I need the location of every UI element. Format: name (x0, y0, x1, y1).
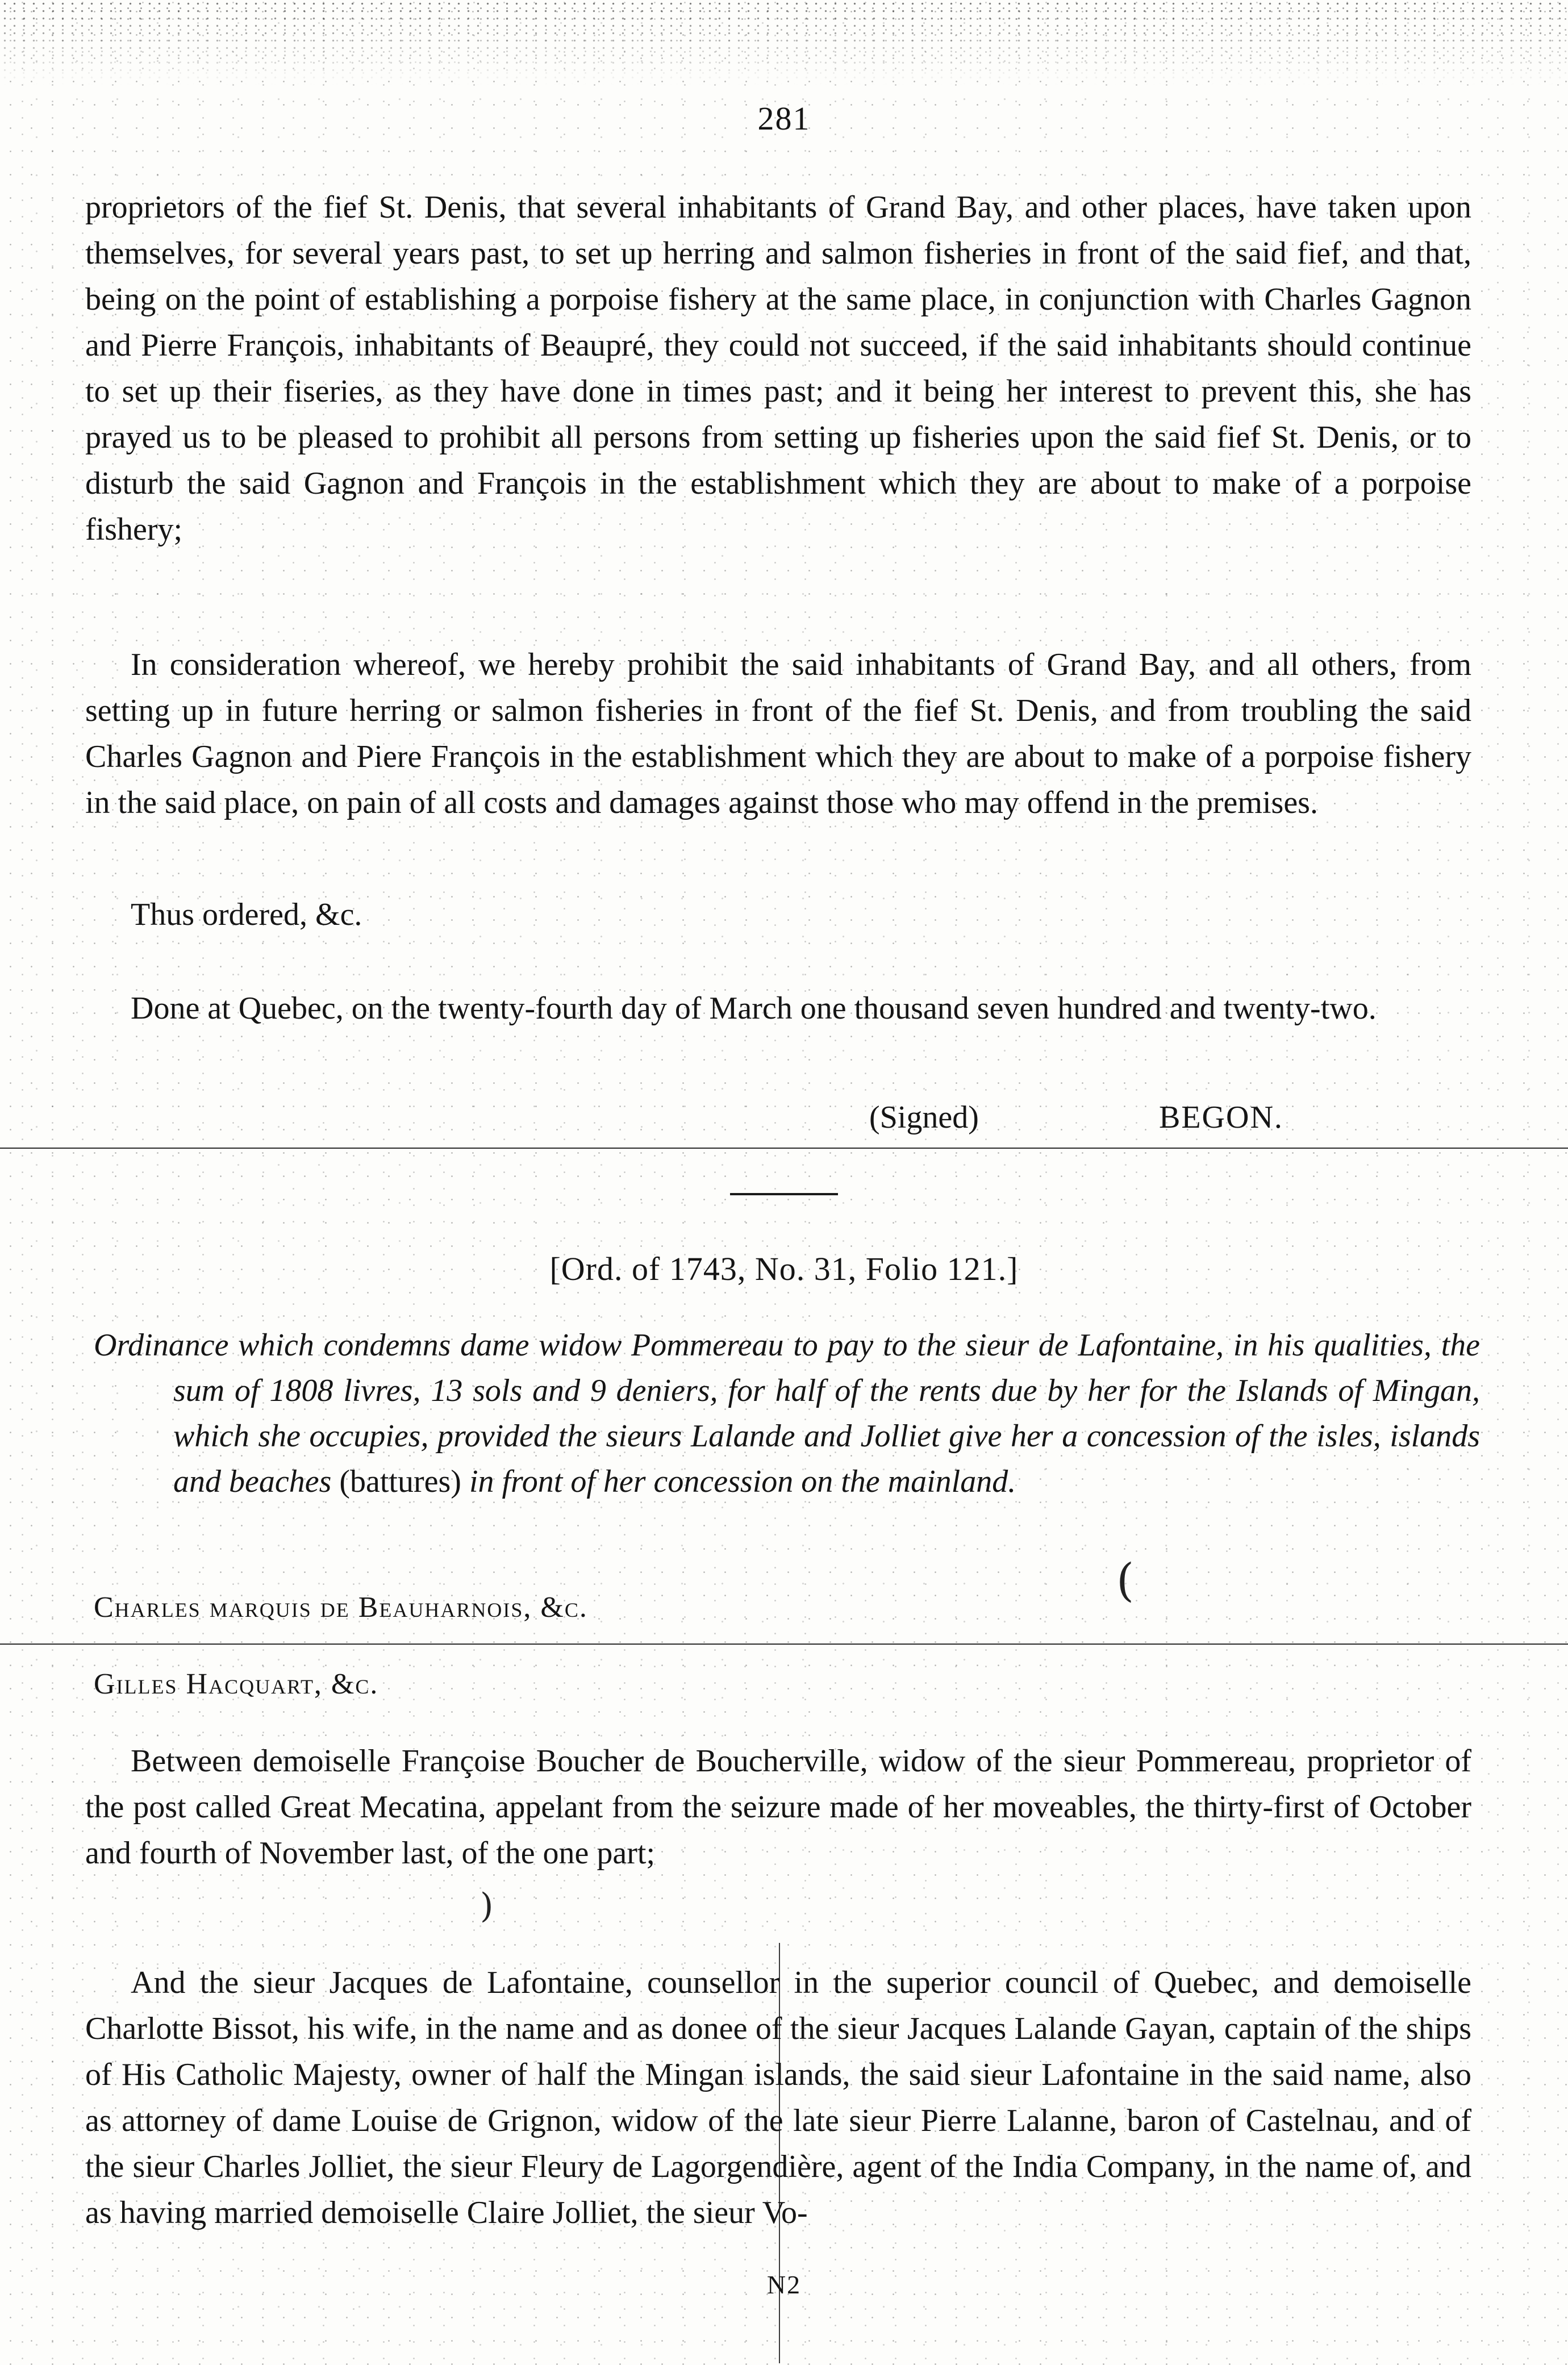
thus-ordered-line: Thus ordered, &c. (131, 897, 362, 932)
governor-name: Charles marquis de Beauharnois, &c. (94, 1591, 588, 1624)
parties-paragraph: Between demoiselle Françoise Boucher de Boucherville, widow of the sieur Pommereau, proprietor of the post called Great Mecatina, appelant from the seizure made of her moveables, the thirty-first of October and fourth of November last, of the one part; (85, 1743, 1471, 1871)
summary-battures: (battures) (339, 1464, 461, 1499)
order-paragraph: In consideration whereof, we hereby prohibit the said inhabitants of Grand Bay, and all others, from setting up in future herring or salmon fisheries in front of the fief St. Denis, and from troubling the said Charles Gagnon and Piere François in the establishment which they are about to make of a porpoise fishery in the said place, on pain of all costs and damages against those who may offend in the premises. (85, 647, 1471, 820)
dated-paragraph: Done at Quebec, on the twenty-fourth day of March one thousand seven hundred and twenty-two. (131, 991, 1377, 1026)
respondents-paragraph: And the sieur Jacques de Lafontaine, counsellor in the superior council of Quebec, and demoiselle Charlotte Bissot, his wife, in the name and as donee of the sieur Jacques Lalande Gayan, captain of the ships of His Catholic Majesty, owner of half the Mingan islands, the said sieur Lafontaine in the said name, also as attorney of dame Louise de Grignon, widow of the late sieur Pierre Lalanne, baron of Castelnau, and of the sieur Charles Jolliet, the sieur Fleury de Lagorgendière, agent of the India Company, in the name of, and as having married demoiselle Claire Jolliet, the sieur Vo- (85, 1965, 1471, 2230)
continued-paragraph: proprietors of the fief St. Denis, that several inhabitants of Grand Bay, and other places, have taken upon themselves, for several years past, to set up herring and salmon fisheries in front of the said fief, and that, being on the point of establishing a porpoise fishery at the same place, in conjunction with Charles Gagnon and Pierre François, inhabitants of Beaupré, they could not succeed, if the said inhabitants should continue to set up their fiseries, as they have done in times past; and it being her interest to prevent this, she has prayed us to be pleased to prohibit all persons from setting up fisheries upon the said fief St. Denis, or to disturb the said Gagnon and François in the establishment which they are about to make of a porpoise fishery; (85, 190, 1471, 547)
signature-mark: N2 (766, 2270, 802, 2299)
ink-mark: ( (1116, 1554, 1135, 1607)
scan-crease-line (0, 1644, 1568, 1645)
ordinance-summary (94, 1323, 1480, 1504)
signed-label: (Signed) (869, 1100, 979, 1135)
intendant-name: Gilles Hacquart, &c. (94, 1668, 379, 1700)
page-number: 281 (757, 100, 811, 137)
summary-text-end: in front of her concession on the mainland. (469, 1464, 1016, 1499)
ordinance-reference: [Ord. of 1743, No. 31, Folio 121.] (549, 1250, 1019, 1287)
scan-noise-top (0, 0, 1568, 85)
signature-name: BEGON. (1159, 1100, 1283, 1135)
summary-text: Ordinance which condemns dame widow Pommereau to pay to the sieur de Lafontaine, in his qualities, the sum of 1808 livres, 13 sols and 9 deniers, for half of the rents due by her for the Islands of Mingan, which she occupies, provided the sieurs Lalande and Jolliet give her a concession of the isles, islands and beaches (94, 1328, 1480, 1499)
ink-mark: ) (480, 1886, 494, 1926)
section-separator (730, 1193, 838, 1195)
scan-crease-line (0, 1148, 1568, 1149)
